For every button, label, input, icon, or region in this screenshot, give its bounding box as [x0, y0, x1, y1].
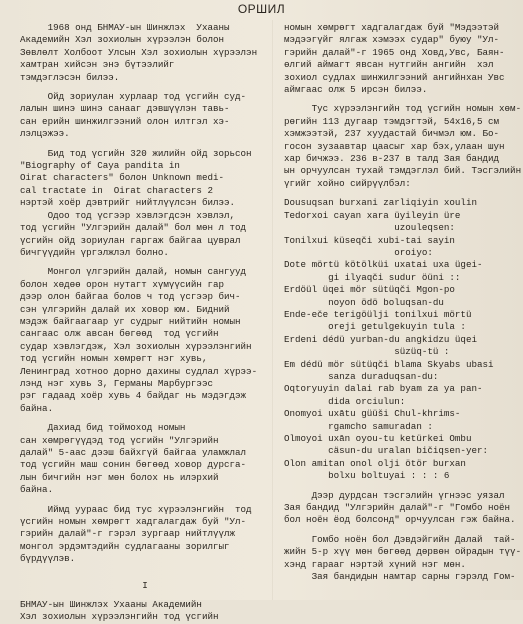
text-line: сангаас олж авсан бөгөөд тод үсгийн — [20, 328, 219, 340]
text-line: лэнд нэг хувь 3, Германы Марбургээс — [20, 377, 213, 389]
text-line: süzüq-tü : — [284, 346, 450, 358]
text-line: Olon amitan onol olji ötör burxan — [284, 457, 466, 469]
text-line: мэдээгүйг ялгаж хэмээх судар" буюу "Ул- — [284, 34, 500, 46]
paragraph-gap — [20, 141, 270, 148]
paragraph-gap — [284, 483, 516, 490]
text-line: sanza duraduqsan-du: — [284, 370, 439, 382]
text-line: Oirat characters" болон Unknown medi- — [20, 172, 224, 184]
text-line: хэнд гарааг нэртэй хүний нэг мөн. — [284, 558, 466, 570]
text-line: лалын шинэ шинэ санааг дэвшүүлэн тавь- — [20, 103, 230, 115]
text-line: сэн үлгэрийн далай их ховор юм. Бидний — [20, 303, 230, 315]
text-line: Дээр дурдсан тэсгэлийн үгнээс уязал — [284, 489, 505, 501]
text-line: гэрийн далай"-г 1965 онд Ховд,Увс, Баян- — [284, 46, 505, 58]
text-line: bolxu boltuyai : : : 6 — [284, 470, 450, 482]
paragraph-gap — [284, 96, 516, 103]
text-line: хамтран хийсэн энэ бүтээлийг — [20, 59, 175, 71]
text-line: Зөвлөлт Холбоот Улсын Хэл зохиолын хүрээлэн — [20, 46, 258, 58]
text-line: бүрдүүлэв. — [20, 553, 76, 565]
text-line: бол ноён ёод болсонд" орчуулсан гэж байна. — [284, 514, 516, 526]
text-line: БНМАУ-ын Шинжлэх Ухааны Академийн — [20, 599, 202, 611]
text-line: Tonilxui küseqči xubi-tai sayin — [284, 234, 455, 246]
text-line: Хэл зохиолын хүрээлэнгийн тод үсгийн — [20, 611, 219, 623]
text-line: тод үсгийн "Улгэрийн далай" бол мөн л тод — [20, 222, 247, 234]
paragraph-gap — [20, 497, 270, 504]
text-line: "Biography of Caya pandita in — [20, 160, 180, 172]
text-line: Olmoyoi uxān oyou-tu ketürkei Ombu — [284, 433, 472, 444]
text-line: Одоо тод үсгээр хэвлэгдсэн хэвлэл, — [20, 209, 236, 221]
text-line: uzouleqsen: — [284, 222, 455, 234]
text-line: хар бичжээ. 236 в-237 в талд Зая бандид — [284, 153, 500, 165]
column-gutter — [272, 20, 273, 600]
text-line: сан ерийн шинжилгээний олон илтгэл хэ- — [20, 115, 230, 127]
right-column — [284, 22, 522, 583]
text-line: лын бичгийн нэг мөн болох нь илэрхий — [20, 471, 219, 483]
paragraph-gap — [20, 415, 270, 422]
text-line: Дахиад бид тоймоход номын — [20, 422, 186, 434]
text-line: Ende-eče terigöülji tonilxui mörtü — [284, 308, 472, 320]
text-line: өлгий аймагт явсан нутгийн ангийн хэл — [284, 59, 494, 71]
text-line: Oqtoryuyin dalai rab byam za ya pan- — [284, 383, 483, 395]
text-line: байна. — [20, 402, 54, 414]
text-line: тод үсгийн маш сонин бөгөөд ховор дурсга- — [20, 459, 247, 471]
text-line: Иймд уураас бид тус хүрээлэнгийн тод — [20, 503, 252, 515]
text-line: судар хэвлэгдэж, Хэл зохиолын хүрээлэнгийн — [20, 340, 252, 352]
text-line: бичгүүдийн үргэлжлэл болно. — [20, 246, 169, 258]
paragraph-gap — [20, 592, 270, 599]
text-line: госон зузаавтар цаасыг хар бэх,улаан шун — [284, 140, 505, 152]
text-line: rgamcho samuradan : — [284, 420, 433, 432]
text-line: noyon ödö boluqsan-du — [284, 296, 444, 308]
text-line: болон хөдөө орон нутагт хүмүүсийн гар — [20, 278, 224, 290]
page-title: ОРШИЛ — [237, 2, 286, 16]
paragraph-gap — [20, 84, 270, 91]
paragraph-gap — [20, 573, 270, 580]
text-line: Onomyoi uxātu güüši Chul-khrims- — [284, 408, 461, 420]
text-line: Бид тод үсгийн 320 жилийн ойд зорьсон — [20, 147, 252, 159]
text-line: рөгийн 113 дугаар тэмдэгтэй, 54х16,5 см — [284, 115, 500, 127]
text-line: Зая бандид "Улгэрийн далай"-г "Гомбо ноён — [284, 502, 511, 514]
text-line: oreji getulgekuyin tula : — [284, 321, 466, 333]
text-line: Зая бандидын намтар сарны гэрэлд Гом- — [284, 571, 516, 583]
paragraph-gap — [20, 566, 270, 573]
text-line: нэртэй хоёр дэвтрийг нийтлүүлсэн билээ. — [20, 197, 236, 209]
text-line: dida orciulun: — [284, 395, 406, 407]
text-line: Академийн Хэл зохиолын хүрээлэн болон — [20, 34, 224, 46]
text-line: gi ilyaqči sudur öüni :: — [284, 271, 461, 283]
text-line: I — [142, 579, 148, 591]
text-line: жийн 5-р хүү мөн бөгөөд дөрвөн ойрадын түү- — [284, 546, 522, 558]
text-line: Dote mörtü kötölküi uxatai uxa ügei- — [284, 259, 483, 271]
text-line: байна. — [20, 484, 54, 496]
text-line: үсгийн ойд зориулан гаргаж байгаа цуврал — [20, 234, 241, 246]
paragraph-gap — [20, 259, 270, 266]
text-line: дээр олон байгаа болов ч тод үсгээр бич- — [20, 291, 241, 303]
text-line: тод үсгийн номын хөмрөгт нэг хувь, — [20, 353, 208, 365]
text-line: cäsun-du uralan bičiqsen-yer: — [284, 445, 488, 457]
text-line: монгол эрдэмтэдийн судлагааны зорилгыг — [20, 540, 230, 552]
text-line: хэмжээтэй, 237 хуудастай бичмэл юм. Бо- — [284, 128, 500, 140]
text-line: лэлцэжээ. — [20, 128, 70, 140]
paragraph-gap — [284, 190, 516, 197]
text-line: Ойд зориулан хурлаар тод үсгийн суд- — [20, 91, 247, 103]
text-line: сан хөмрөгүүдэд тод үсгийн "Улгэрийн — [20, 434, 219, 446]
text-line: гэрийн далай"-г гэрэл зургаар нийтлүүлж — [20, 528, 236, 540]
text-line: тэмдэглэсэн билээ. — [20, 71, 120, 83]
text-line: Erdeni dédü yurban-du angkidzu üqei — [284, 333, 477, 345]
text-line: аймгаас олж 5 ирсэн билээ. — [284, 84, 428, 96]
text-line: Гомбо ноён бол Дэвдэйгийн Далай тай- — [284, 533, 516, 545]
text-line: 1968 онд БНМАУ-ын Шинжлэх Ухааны — [20, 22, 230, 33]
text-line: Монгол үлгэрийн далай, номын сангууд — [20, 266, 247, 278]
left-column — [20, 22, 270, 624]
text-line: далай" 5-аас дээш байхгүй байгаа уламжлал — [20, 447, 247, 458]
text-line: Dousuqsan burxani zarliqiyin xoulin — [284, 197, 477, 209]
text-line: Em dédü mör sütüqči blama Skyabs ubasi — [284, 358, 494, 370]
text-line: мэдэж байгаагаар уг судрыг нийтийн номын — [20, 315, 241, 327]
paragraph-gap — [284, 527, 516, 534]
text-line: cal tractate in Oirat characters 2 — [20, 184, 213, 196]
text-line: зохиол судлах шинжилгээний ангийнхан Увс — [284, 71, 505, 83]
text-line: номын хөмрөгт хадгалагдаж буй "Мэдээтэй — [284, 22, 500, 33]
text-line: рэг гадаад хоёр хувь 4 байдаг нь мэдэгдэж — [20, 390, 247, 402]
text-line: Ленинград хотноо дорно дахины судлал хүрээ- — [20, 365, 258, 377]
text-line: Erdöül üqei mör sütüqči Mgon-po — [284, 284, 455, 296]
text-line: Tedorxoi cayan xara üyileyin üre — [284, 209, 461, 221]
text-line: ын орчуулсан тухай тэмдэглэл бий. Тэсгэлийн — [284, 165, 522, 177]
text-line: үсгийн номын хөмрөгт хадгалагдаж буй "Ул- — [20, 516, 247, 528]
text-line: Тус хүрээлэнгийн тод үсгийн номын хөм- — [284, 103, 522, 115]
text-line: үгийг хойно сийрүүлбэл: — [284, 177, 411, 189]
text-line: oroiyo: — [284, 246, 433, 258]
